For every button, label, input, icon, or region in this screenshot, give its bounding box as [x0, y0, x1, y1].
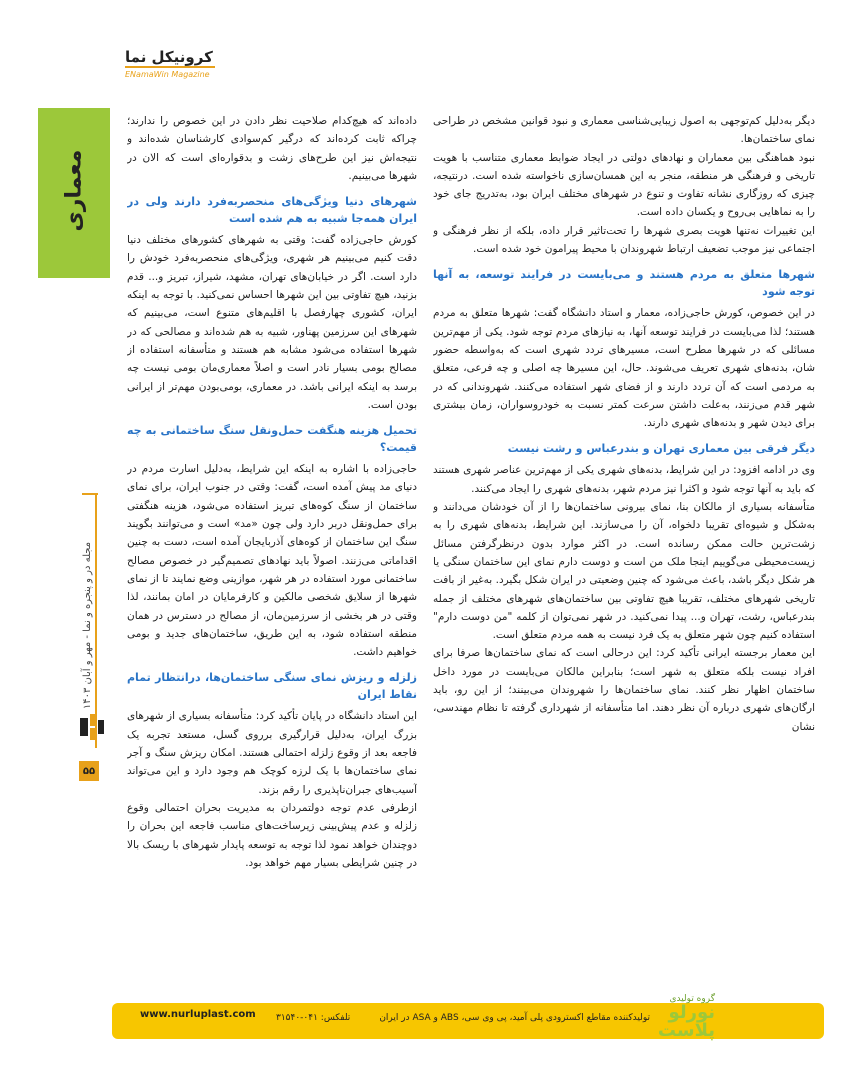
article-subheading: شهرها متعلق به مردم هستند و می‌بایست در فرایند توسعه، به آنها توجه شود	[433, 268, 815, 299]
article-subheading: تحمیل هزینه هنگفت حمل‌ونقل سنگ ساختمانی به چه قیمت؟	[127, 424, 417, 455]
footer-brand-small: گروه تولیدی	[669, 994, 715, 1004]
article-paragraph: وی در ادامه افزود: در این شرایط، بدنه‌های شهری یکی از مهم‌ترین عناصر شهری هستند که باید به آنها توجه شود و اکثرا نیز مردم شهر، بدنه‌های شهری را ایجاد می‌کنند.	[433, 464, 815, 495]
magazine-logo	[125, 48, 215, 80]
logo-text: کرونیکل نما	[125, 48, 213, 66]
page-number: ۵۵	[79, 761, 99, 781]
issue-info: مجله در و پنجره و نما - مهر و آبان ۱۴۰۳	[82, 541, 94, 709]
article-paragraph: ازطرفی عدم توجه دولتمردان به مدیریت بحران احتمالی وقوع زلزله و عدم پیش‌بینی زیرساخت‌های مناسب فاجعه این بحران را دوچندان خواهد نمود لذا توجه به توسعه پایدار شهرهای با ریسک بالا در چنین شرایطی بسیار مهم خواهد بود.	[127, 801, 417, 869]
article-paragraph: این تغییرات نه‌تنها هویت بصری شهرها را تحت‌تاثیر قرار داده، بلکه از نظر فرهنگی و اجتماعی نیز موجب تضعیف ارتباط شهروندان با محیط پیرامون خود شده است.	[433, 224, 815, 256]
footer-website[interactable]: www.nurluplast.com	[140, 1009, 256, 1020]
article-subheading: دیگر فرقی بین معماری تهران و بندرعباس و رشت نیست	[507, 442, 815, 456]
logo-subtitle: ENamaWin Magazine	[125, 70, 210, 79]
article-paragraph: دیگر به‌دلیل کم‌توجهی به اصول زیبایی‌شناسی معماری و نبود قوانین مشخص در طراحی نمای ساختمان‌ها.	[433, 115, 815, 146]
article-paragraph: در این خصوص، کورش حاجی‌زاده، معمار و استاد دانشگاه گفت: شهرها متعلق به مردم هستند؛ لذا می‌بایست در فرایند توسعه آنها، به نیازهای مردم توجه شود. یکی از مهم‌ترین مسائلی که در شهرها مطرح است، مسیرهای تردد شهری است که به‌واسطه حضور شان، بدنه‌های شهری تعریف می‌شوند. حال، این مسیرها چه اصلی و چه فرعی، متعلق به مردمی است که آن تردد دارند و از فضای شهر استفاده می‌کنند. شهروندانی که در شهر قدم می‌زنند، به‌علت داشتن سرعت کمتر نسبت به خودروسواران، زمان بیشتری برای دیدن شهر و بدنه‌های شهری دارند.	[433, 307, 815, 430]
logo-underline	[125, 66, 215, 68]
article-paragraph: متأسفانه بسیاری از مالکان بنا، نمای بیرونی ساختمان‌ها را از آن خودشان می‌دانند و به‌شکل و شیوه‌ای تقریبا دلخواه، آن را می‌سازند. این شرایط، بدنه‌های شهری را به زشت‌ترین حالت ممکن رسانده است. در اکثر موارد بدون درنظرگرفتن مسائل زیست‌محیطی می‌گوییم اینجا ملک من است و دوست دارم نمای این ساختمان سنگی یا هر شکل دیگر باشد، باعث می‌شود که چنین وضعیتی در ایران شکل بگیرد. به‌غیر از بافت تاریخی شهرهای مختلف، تقریبا هیچ تفاوتی بین ساختمان‌های شهرهای مختلف از جمله بندرعباس، رشت، تهران و... پیدا نمی‌کنید. در شهر نمی‌توان از کلمه "من دوست دارم" استفاده کنیم چون شهر متعلق به یک فرد نیست به همه مردم متعلق است.	[433, 501, 815, 642]
footer-telephone: تلفکس: ۰۴۱-۳۱۵۴۰	[276, 1013, 351, 1023]
article-paragraph: کورش حاجی‌زاده گفت: وقتی به شهرهای کشورهای مختلف دنیا دقت کنیم می‌بینیم هر شهری، ویژگی‌های منحصربه‌فرد خودش را دارد است. اگر در خیابان‌های تهران، مشهد، شیراز، تبریز و... قدم بزنید، هیچ تفاوتی بین این شهرها احساس نمی‌کنید. با توجه به اینکه ایران، کشوری چهارفصل با اقلیم‌های متنوع است، می‌بینیم که شهرهای این سرزمین پهناور، شبیه به هم شده‌اند و مصالحی که در شهرها استفاده می‌شود مشابه هم هستند و متأسفانه استفاده از مصالح بومی بسیار نادر است و اصلاً معماری‌مان بومی نیست چه برسد به اینکه ایرانی باشد. در معماری، بومی‌بودن مهم‌تر از ایرانی بودن است.	[127, 234, 417, 411]
footer-description: تولیدکننده مقاطع اکسترودی پلی آمید، پی وی سی، ABS و ASA در ایران	[379, 1013, 650, 1023]
article-paragraph: این استاد دانشگاه در پایان تأکید کرد: متأسفانه بسیاری از شهرهای بزرگ ایران، به‌دلیل قرارگیری برروی گسل، مستعد تجربه یک فاجعه بعد از وقوع زلزله احتمالی هستند. امکان ریزش سنگ و آجر نمای ساختمان‌ها با یک لرزه کوچک هم وجود دارد و این می‌تواند آسیب‌های جبران‌ناپذیری را رقم بزند.	[127, 710, 417, 796]
article-right-column	[433, 112, 815, 1047]
article-paragraph: داده‌اند که هیچ‌کدام صلاحیت نظر دادن در این خصوص را ندارند؛ چراکه ثابت کرده‌اند که درگیر کم‌سوادی کارشناسان شده‌اند و نتیجه‌اش نیز این طرح‌های زشت و بدقواره‌ای است که الان در شهرها می‌بینیم.	[127, 115, 417, 182]
magazine-icon	[80, 714, 104, 740]
article-paragraph: این معمار برجسته ایرانی تأکید کرد: این درحالی است که نمای ساختمان‌ها صرفا برای افراد نیست بلکه متعلق به شهر است؛ بنابراین مالکان می‌بایست در مورد داخل ساختمان اظهار نظر کنند. نمای ساختمان‌ها را شهروندان می‌بینند؛ از این رو، باید ارگان‌های شهری درباره آن نظر دهند. اما متأسفانه از شهرداری گرفته تا نظام مهندسی، نشان	[433, 647, 815, 733]
article-subheading: زلزله و ریزش نمای سنگی ساختمان‌ها، درانتظار تمام نقاط ایران	[127, 671, 417, 702]
article-paragraph: نبود هماهنگی بین معماران و نهادهای دولتی در ایجاد ضوابط معماری متناسب با هویت تاریخی و فرهنگی هر منطقه، منجر به این همسان‌سازی ناخواسته شده است. درنتیجه، چیزی که روزگاری نشانه تفاوت و تنوع در شهرهای مختلف ایران بود، به‌تدریج جای خود را به نماهایی بی‌روح و یکسان داده است.	[433, 151, 815, 219]
article-paragraph: حاجی‌زاده با اشاره به اینکه این شرایط، به‌دلیل اسارت مردم در دنیای مد پیش آمده است، گفت: وقتی در جنوب ایران، برای نمای ساختمان از سنگ کوه‌های تبریز استفاده می‌شود، هزینه هنگفتی برای حمل‌ونقل دربر دارد ولی چون «مد» است و می‌توانند بگویند سنگ این ساختمان از کوه‌های آذربایجان آمده است، دست به چنین اقداماتی می‌زنند. اصولاً باید نهادهای تصمیم‌گیر در خصوص مصالح ساختمانی مورد استفاده در هر شهر، موازینی وضع نمایند تا از نمای شهرها از سلایق شخصی مالکین و کارفرمایان در امان بمانند، لذا وقتی در هر بخشی از سرزمین‌مان، از مصالح در دسترس در همان منطقه استفاده شود، به این طریق، ساختمان‌های جدید و بومی خواهیم داشت.	[127, 463, 417, 659]
issue-info-wrap	[73, 525, 103, 725]
footer-brand-large: نورلو پلاست	[657, 1002, 715, 1041]
footer-brand-logo	[655, 994, 715, 1041]
article-left-column	[127, 112, 417, 1047]
section-tab-label: معماری	[61, 149, 87, 231]
article-subheading: شهرهای دنیا ویژگی‌های منحصربه‌فرد دارند ولی در ایران همه‌جا شبیه به هم شده است	[127, 195, 417, 226]
section-tab-label-wrap	[52, 120, 96, 260]
